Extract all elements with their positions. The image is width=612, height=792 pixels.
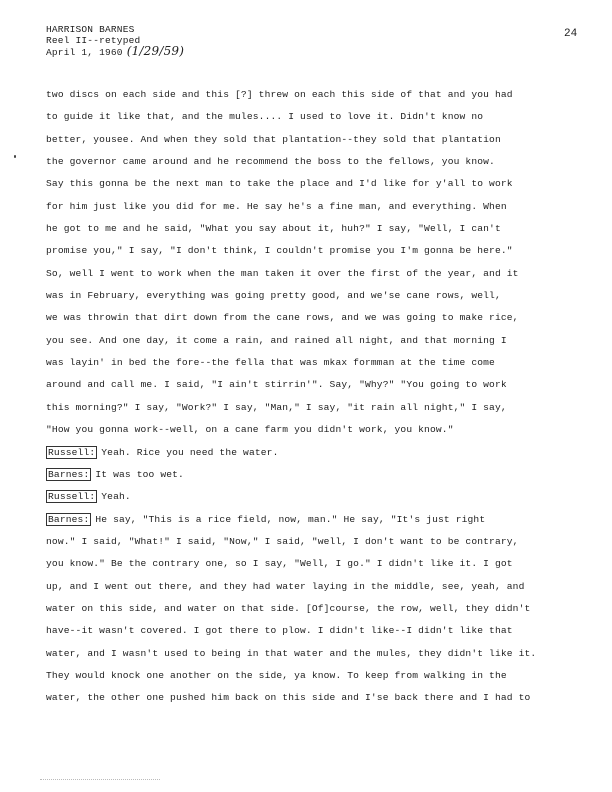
dialogue-text: He say, "This is a rice field, now, man." He say, "It's just right xyxy=(95,513,486,525)
text-line: around and call me. I said, "I ain't stirrin'". Say, "Why?" "You going to work xyxy=(46,379,507,391)
scan-artifact xyxy=(40,779,160,782)
dialogue-line xyxy=(46,464,566,486)
text-line: the governor came around and he recommend the boss to the fellows, you know. xyxy=(46,156,495,168)
text-line: have--it wasn't covered. I got there to plow. I didn't like--I didn't like that xyxy=(46,625,513,637)
dialogue-line xyxy=(46,509,566,531)
document-header xyxy=(46,24,184,58)
transcript-body xyxy=(46,84,566,710)
dialogue-line xyxy=(46,486,566,508)
speaker-tag: Barnes: xyxy=(48,468,90,480)
text-line: up, and I went out there, and they had water laying in the middle, see, yeah, and xyxy=(46,580,525,592)
text-line: better, yousee. And when they sold that plantation--they sold that plantation xyxy=(46,133,501,145)
text-line: two discs on each side and this [?] threw on each this side of that and you had xyxy=(46,89,513,100)
text-line: he got to me and he said, "What you say about it, huh?" I say, "Well, I can't xyxy=(46,223,501,235)
dialogue-line xyxy=(46,442,566,464)
page-number: 24 xyxy=(564,28,578,40)
text-line: promise you," I say, "I don't think, I couldn't promise you I'm gonna be here." xyxy=(46,245,513,257)
text-line: "How you gonna work--well, on a cane farm you didn't work, you know." xyxy=(46,424,454,436)
text-line: we was throwin that dirt down from the cane rows, and we was going to make rice, xyxy=(46,312,519,324)
text-line: was layin' in bed the fore--the fella that was mkax formman at the time come xyxy=(46,357,495,369)
typed-date: April 1, 1960 xyxy=(46,47,123,58)
text-line: They would knock one another on the side, ya know. To keep from walking in the xyxy=(46,669,507,681)
handwritten-date: (1/29/59) xyxy=(126,44,185,58)
dialogue-text: Yeah. Rice you need the water. xyxy=(101,446,279,458)
reel-label: Reel II--retyped xyxy=(46,35,141,46)
text-line: to guide it like that, and the mules.... I used to love it. Didn't know no xyxy=(46,111,484,123)
text-line: you see. And one day, it come a rain, and rained all night, and that morning I xyxy=(46,334,507,346)
text-line: this morning?" I say, "Work?" I say, "Man," I say, "it rain all night," I say, xyxy=(46,401,507,413)
text-line: for him just like you did for me. He say he's a fine man, and everything. When xyxy=(46,200,507,212)
text-line: you know." Be the contrary one, so I say, "Well, I go." I didn't like it. I got xyxy=(46,558,513,570)
text-line: now." I said, "What!" I said, "Now," I said, "well, I don't want to be contrary, xyxy=(46,535,519,547)
speaker-tag: Barnes: xyxy=(48,513,90,525)
text-line: was in February, everything was going pretty good, and we'se cane rows, well, xyxy=(46,290,501,302)
date-line xyxy=(46,46,184,58)
interviewee-name: HARRISON BARNES xyxy=(46,24,135,35)
text-line: water, and I wasn't used to being in that water and the mules, they didn't like it. xyxy=(46,647,537,659)
scan-speck xyxy=(14,155,16,158)
text-line: water on this side, and water on that side. [Of]course, the row, well, they didn't xyxy=(46,602,531,614)
dialogue-text: It was too wet. xyxy=(95,468,184,480)
text-line: water, the other one pushed him back on this side and I'se back there and I had to xyxy=(46,692,531,704)
speaker-tag: Russell: xyxy=(48,446,96,458)
speaker-tag: Russell: xyxy=(48,491,96,503)
text-line: Say this gonna be the next man to take the place and I'd like for y'all to work xyxy=(46,178,513,190)
dialogue-text: Yeah. xyxy=(101,491,131,503)
text-line: So, well I went to work when the man taken it over the first of the year, and it xyxy=(46,267,519,279)
